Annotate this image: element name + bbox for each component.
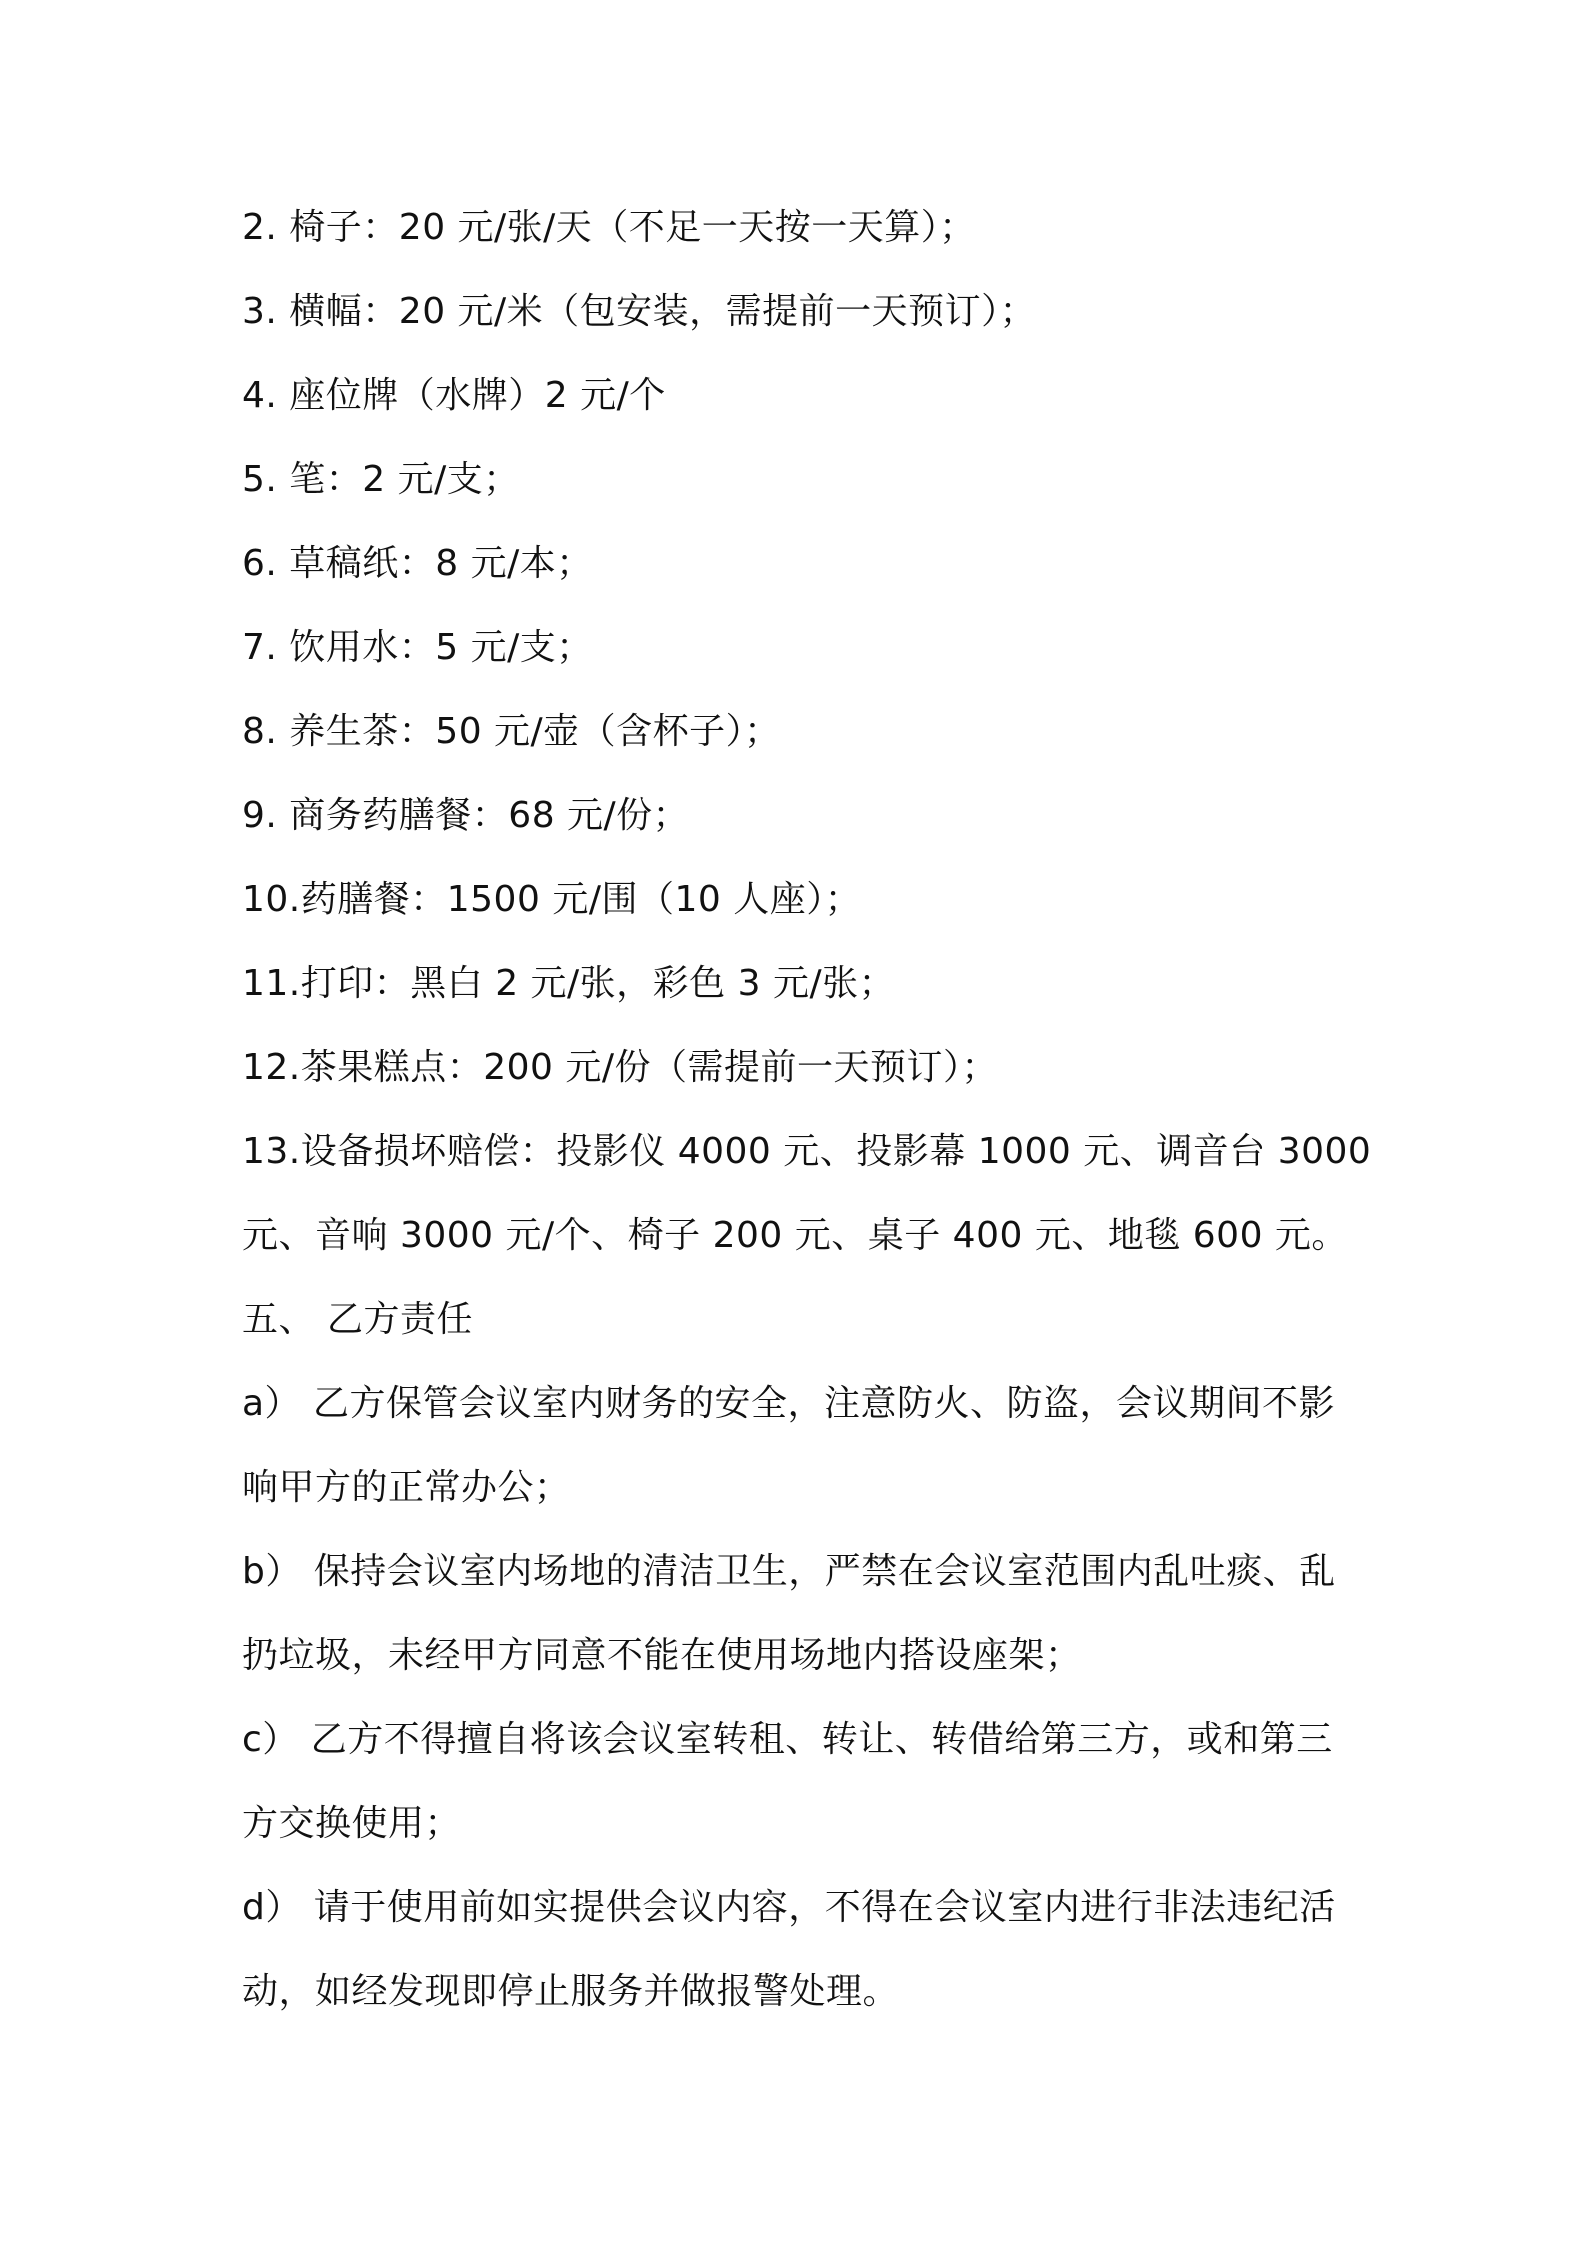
fee-item-damage-line-2: 元、音响 3000 元/个、椅子 200 元、桌子 400 元、地毯 600 元。	[242, 1215, 1348, 1256]
fee-item-draft-paper: 6. 草稿纸：8 元/本；	[242, 543, 593, 584]
clause-a-line-1: a） 乙方保管会议室内财务的安全，注意防火、防盗，会议期间不影	[242, 1383, 1336, 1424]
fee-item-damage-line-1: 13.设备损坏赔偿：投影仪 4000 元、投影幕 1000 元、调音台 3000	[242, 1131, 1372, 1172]
fee-item-water: 7. 饮用水：5 元/支；	[242, 627, 593, 668]
clause-b-line-1: b） 保持会议室内场地的清洁卫生，严禁在会议室范围内乱吐痰、乱	[242, 1551, 1336, 1592]
clause-d-line-2: 动，如经发现即停止服务并做报警处理。	[242, 1971, 900, 2012]
clause-d-line-1: d） 请于使用前如实提供会议内容，不得在会议室内进行非法违纪活	[242, 1887, 1336, 1928]
fee-item-pen: 5. 笔：2 元/支；	[242, 459, 520, 500]
fee-item-business-meal: 9. 商务药膳餐：68 元/份；	[242, 795, 690, 836]
fee-item-snacks: 12.茶果糕点：200 元/份（需提前一天预订）；	[242, 1047, 999, 1088]
fee-item-health-tea: 8. 养生茶：50 元/壶（含杯子）；	[242, 711, 781, 752]
fee-item-seat-sign: 4. 座位牌（水牌）2 元/个	[242, 375, 666, 416]
clause-c-line-1: c） 乙方不得擅自将该会议室转租、转让、转借给第三方，或和第三	[242, 1719, 1333, 1760]
fee-item-printing: 11.打印：黑白 2 元/张，彩色 3 元/张；	[242, 963, 896, 1004]
fee-item-banner: 3. 横幅：20 元/米（包安装，需提前一天预订）；	[242, 291, 1037, 332]
fee-item-chairs: 2. 椅子：20 元/张/天（不足一天按一天算）；	[242, 207, 976, 248]
fee-item-banquet: 10.药膳餐：1500 元/围（10 人座）；	[242, 879, 862, 920]
clause-b-line-2: 扔垃圾，未经甲方同意不能在使用场地内搭设座架；	[242, 1635, 1082, 1676]
clause-c-line-2: 方交换使用；	[242, 1803, 462, 1844]
clause-a-line-2: 响甲方的正常办公；	[242, 1467, 571, 1508]
section-heading-party-b: 五、 乙方责任	[242, 1299, 473, 1340]
